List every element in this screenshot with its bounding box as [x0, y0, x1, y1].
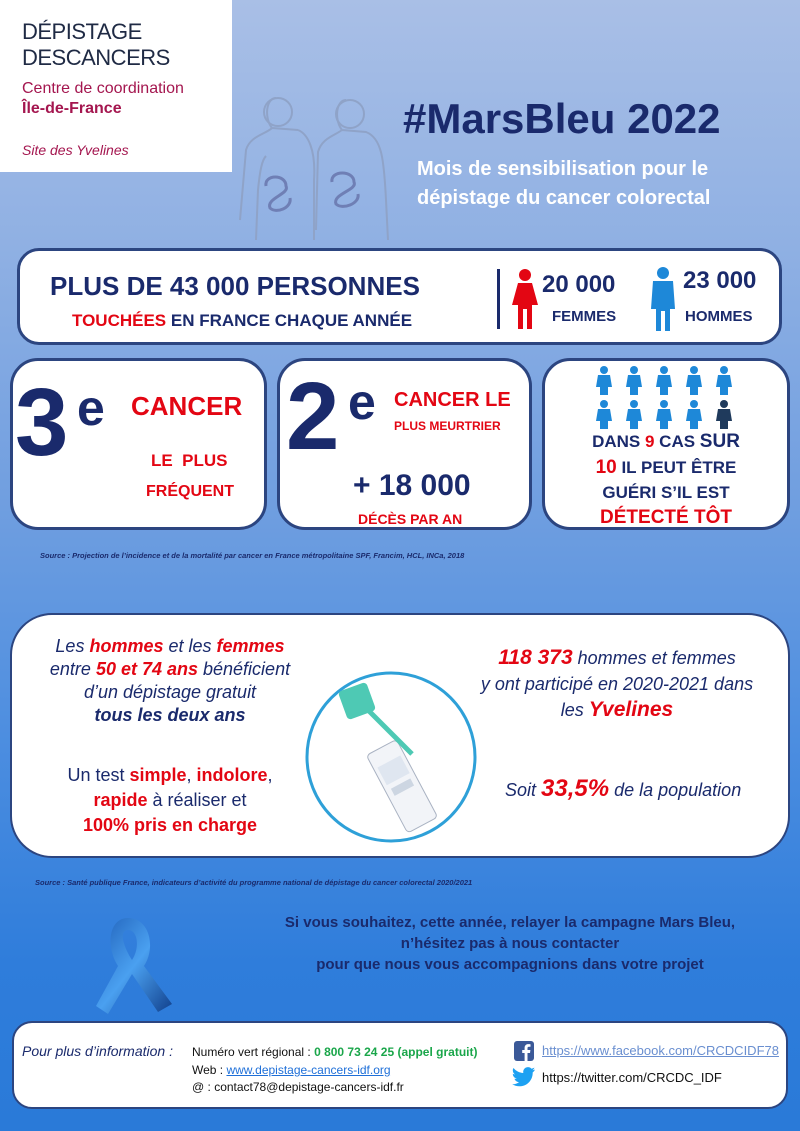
card1-rank: 3 — [15, 369, 69, 476]
info-r5: Yvelines — [588, 698, 674, 721]
logo-line-1: DÉPISTAGE — [22, 19, 142, 44]
logo-line-3: Centre de coordination — [22, 80, 184, 97]
info-r3: y ont participé en 2020-2021 dans — [480, 674, 754, 694]
info-r4: les — [560, 700, 589, 720]
twitter-icon — [512, 1067, 536, 1087]
card1-line-2: LE PLUS — [151, 451, 228, 470]
card3-line-3: GUÉRI S’IL EST — [602, 483, 730, 502]
info-q3: , — [186, 765, 197, 785]
card3-w2: 9 — [644, 432, 655, 451]
web-label: Web : — [192, 1063, 227, 1077]
cta-text — [230, 912, 790, 975]
page-subtitle: Mois de sensibilisation pour le dépistage du cancer colorectal — [417, 158, 711, 209]
blue-ribbon-icon — [88, 908, 198, 1020]
info-q7: à réaliser et — [147, 790, 247, 810]
card3-w3: CAS — [654, 432, 700, 451]
contact-web-line — [192, 1063, 391, 1077]
source-2: Source : Santé publique France, indicateurs d’activité du programme national de dépistage du cancer colorectal 2020/2021 — [35, 878, 473, 887]
info-q5: , — [267, 765, 273, 785]
facebook-link[interactable]: https://www.facebook.com/CRCDCIDF78 — [542, 1043, 779, 1058]
info-p4: femmes — [216, 636, 285, 656]
info-r1: 118 373 — [498, 646, 573, 669]
women-count: 20 000 — [542, 271, 616, 298]
card2-stat: + 18 000 — [353, 469, 471, 502]
card2-rank-sup: e — [348, 374, 376, 430]
info-s3: de la population — [609, 780, 742, 800]
phone-number[interactable]: 0 800 73 24 25 (appel gratuit) — [314, 1045, 478, 1059]
info-right-text — [452, 645, 782, 723]
body-illustration — [236, 90, 396, 240]
info-q2: simple — [129, 765, 187, 785]
info-p7: bénéficient — [198, 659, 291, 679]
info-q4: indolore — [196, 765, 268, 785]
page-title: #MarsBleu 2022 — [403, 95, 721, 142]
stats-sub-red: TOUCHÉES — [72, 311, 167, 330]
card3-line-2 — [545, 457, 787, 479]
info-q8: 100% pris en charge — [82, 815, 258, 835]
cta-line-1: Si vous souhaitez, cette année, relayer la campagne Mars Bleu, — [284, 914, 736, 931]
info-q6: rapide — [93, 790, 148, 810]
info-p3: et les — [163, 636, 217, 656]
card1-line-1: CANCER — [131, 391, 243, 421]
card2-rank: 2 — [286, 363, 340, 470]
twitter-link[interactable]: https://twitter.com/CRCDC_IDF — [542, 1070, 722, 1085]
stats-headline: PLUS DE 43 000 PERSONNES — [50, 271, 420, 301]
email-address[interactable]: contact78@depistage-cancers-idf.fr — [214, 1080, 404, 1094]
card-deadliest — [277, 358, 532, 530]
info-q1: Un test — [67, 765, 130, 785]
facebook-icon — [514, 1041, 534, 1061]
info-left-text — [20, 635, 320, 727]
card-curable — [542, 358, 790, 530]
card1-line-3: FRÉQUENT — [146, 483, 234, 500]
contact-panel — [12, 1021, 788, 1109]
info-panel — [10, 613, 790, 858]
info-p9: tous les deux ans — [94, 705, 246, 725]
card-most-frequent — [10, 358, 267, 530]
info-r2: hommes et femmes — [572, 648, 736, 668]
info-s2: 33,5% — [541, 775, 610, 802]
card2-line-2: PLUS MEURTRIER — [394, 419, 501, 433]
logo-line-4: Île-de-France — [22, 100, 122, 117]
contact-phone-line — [192, 1045, 477, 1059]
info-p2: hommes — [89, 636, 164, 656]
stats-subline — [72, 311, 412, 331]
woman-icon — [510, 267, 540, 331]
men-label: HOMMES — [685, 308, 753, 325]
card1-rank-sup: e — [77, 380, 105, 436]
card3-line-1 — [545, 431, 787, 453]
card2-stat-label: DÉCÈS PAR AN — [358, 511, 463, 527]
logo-site: Site des Yvelines — [22, 142, 129, 158]
stats-sub-rest: EN FRANCE CHAQUE ANNÉE — [166, 311, 413, 330]
card2-line-1: CANCER LE — [394, 389, 511, 411]
info-p6: 50 et 74 ans — [95, 659, 199, 679]
phone-label: Numéro vert régional : — [192, 1045, 315, 1059]
cta-line-2: n’hésitez pas à nous contacter — [400, 935, 620, 952]
info-p8: d’un dépistage gratuit — [83, 682, 257, 702]
people-grid-icon — [595, 365, 745, 431]
stats-banner — [17, 248, 782, 345]
info-right-share — [505, 775, 741, 803]
info-left-test — [20, 763, 320, 838]
contact-heading: Pour plus d’information : — [22, 1043, 173, 1059]
info-p5: entre — [49, 659, 96, 679]
logo-line-2: DESCANCERS — [22, 45, 170, 70]
stats-divider — [497, 269, 500, 329]
website-link[interactable]: www.depistage-cancers-idf.org — [226, 1063, 391, 1077]
logo — [0, 0, 232, 172]
man-icon — [648, 265, 678, 333]
men-count: 23 000 — [683, 267, 757, 294]
card3-w5: 10 — [595, 457, 617, 478]
cta-line-3: pour que nous vous accompagnions dans votre projet — [316, 956, 704, 973]
info-p1: Les — [55, 636, 90, 656]
info-s1: Soit — [505, 780, 542, 800]
card3-w1: DANS — [592, 432, 645, 451]
mail-label: @ : — [192, 1080, 215, 1094]
card3-w4: SUR — [699, 431, 740, 452]
women-label: FEMMES — [552, 308, 617, 325]
card3-w6: IL PEUT ÊTRE — [616, 458, 737, 477]
contact-mail-line — [192, 1080, 404, 1094]
card3-line-4: DÉTECTÉ TÔT — [600, 507, 732, 528]
source-1: Source : Projection de l’incidence et de la mortalité par cancer en France métropolitaine SPF, Francim, HCL, INCa, 2018 — [40, 551, 465, 560]
